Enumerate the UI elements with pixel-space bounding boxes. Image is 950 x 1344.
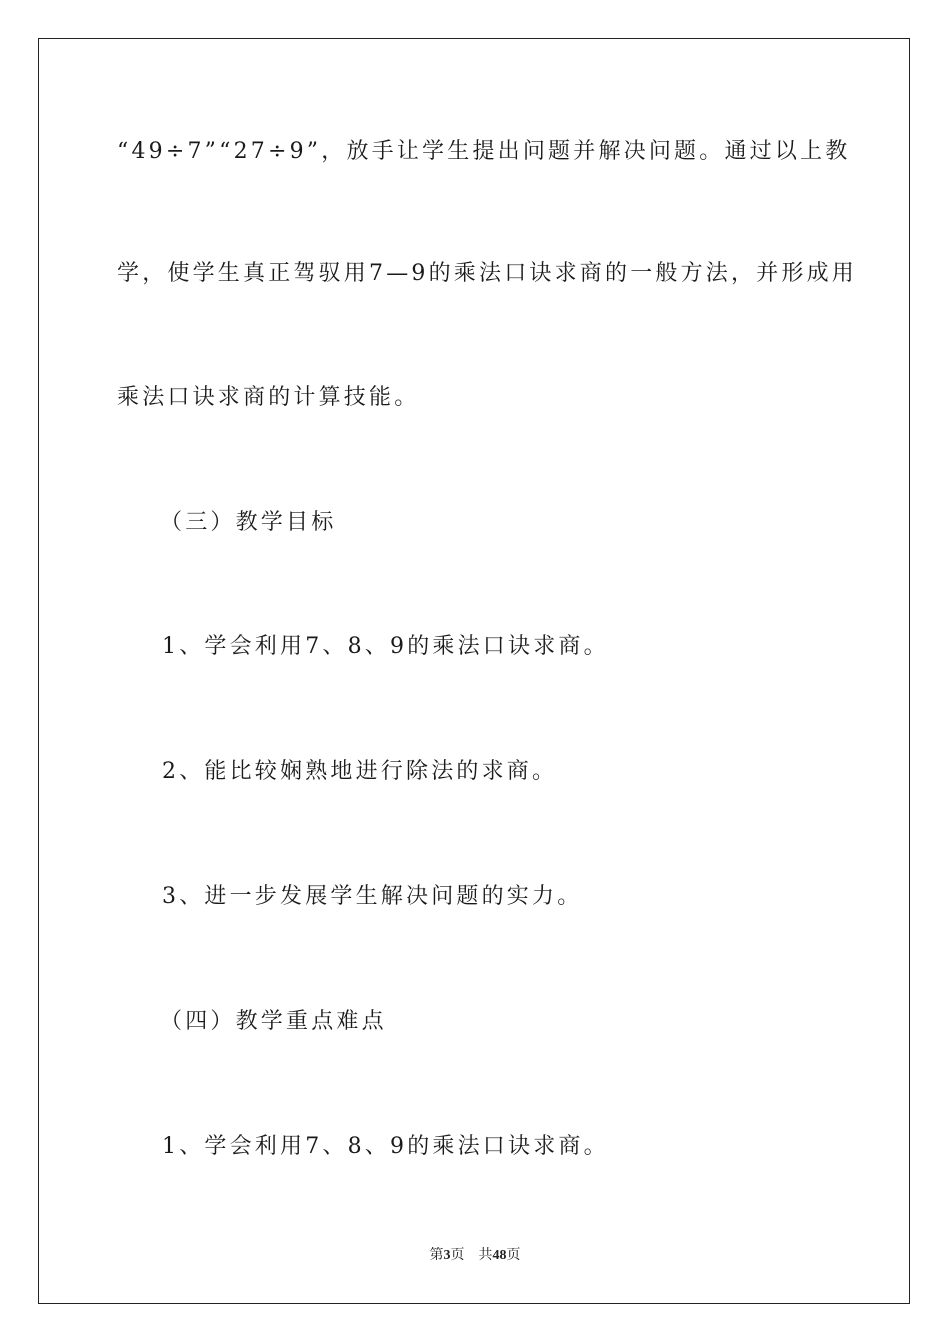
key-point-item-1: 1、学会利用7、8、9的乘法口诀求商。 (162, 1134, 609, 1159)
body-line-2: 学，使学生真正驾驭用7—9的乘法口诀求商的一般方法，并形成用 (117, 261, 857, 286)
body-line-3: 乘法口诀求商的计算技能。 (117, 385, 420, 410)
total-suffix: 页 (506, 1248, 521, 1263)
page-prefix: 第 (429, 1248, 444, 1263)
section-heading-4: （四）教学重点难点 (160, 1009, 387, 1034)
objective-item-2: 2、能比较娴熟地进行除法的求商。 (162, 759, 558, 784)
page-border (38, 38, 910, 1304)
total-prefix: 共 (478, 1248, 493, 1263)
objective-item-1: 1、学会利用7、8、9的乘法口诀求商。 (162, 634, 609, 659)
page-footer (0, 1246, 950, 1266)
page-current: 3 (443, 1248, 451, 1263)
page-suffix: 页 (450, 1248, 465, 1263)
section-heading-3: （三）教学目标 (160, 510, 337, 535)
objective-item-3: 3、进一步发展学生解决问题的实力。 (162, 884, 583, 909)
page-total: 48 (492, 1248, 507, 1263)
body-line-1: “49÷7”“27÷9”，放手让学生提出问题并解决问题。通过以上教 (117, 139, 851, 164)
